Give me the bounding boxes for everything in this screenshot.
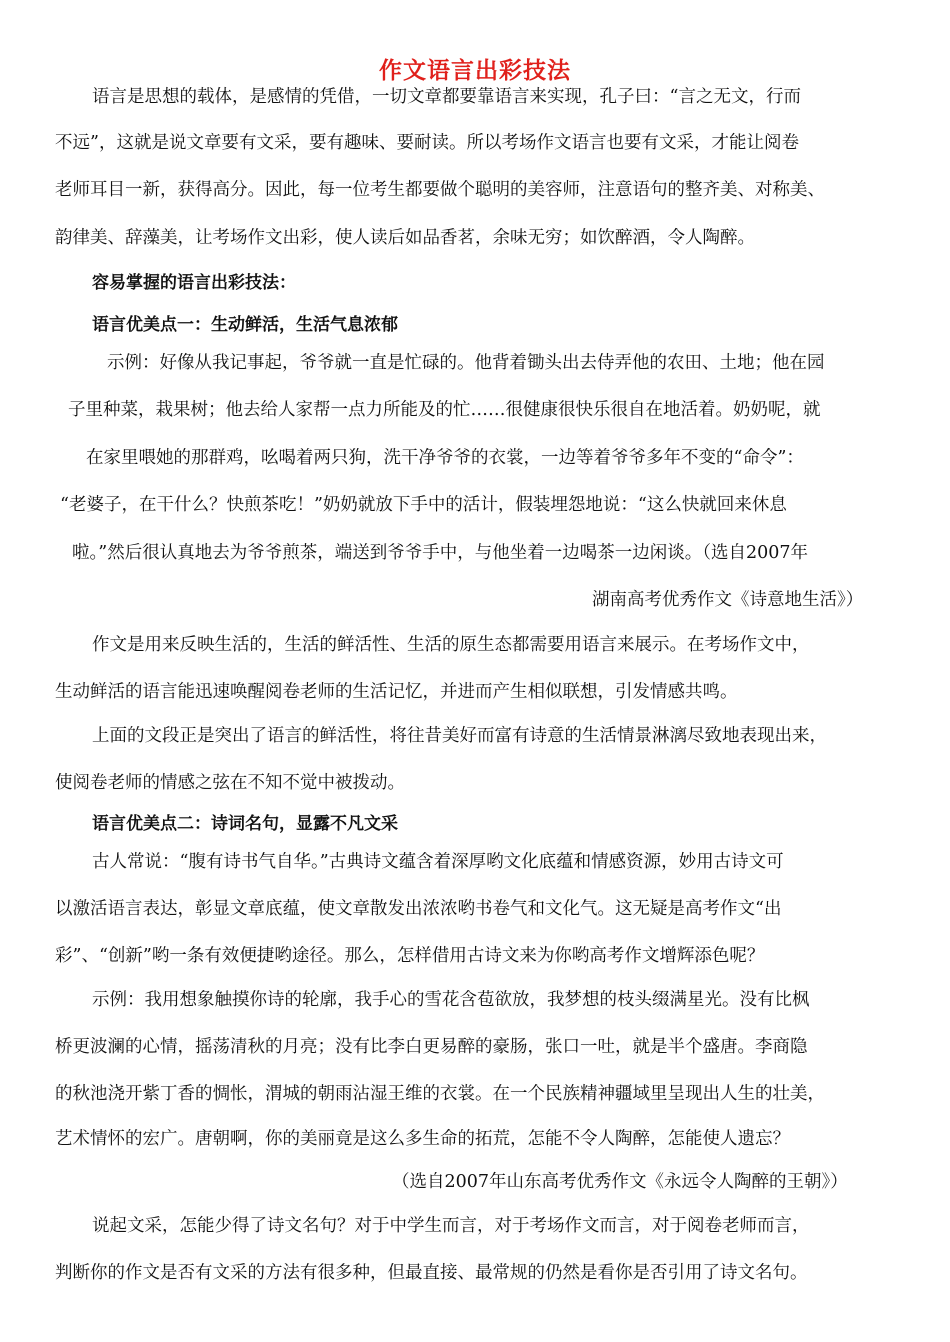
- text-line: 生动鲜活的语言能迅速唤醒阅卷老师的生活记忆，并进而产生相似联想，引发情感共鸣。: [55, 682, 738, 702]
- text-line: 古人常说：“腹有诗书气自华。”古典诗文蕴含着深厚哟文化底蕴和情感资源，妙用古诗文可: [92, 852, 784, 872]
- text-line: 示例：我用想象触摸你诗的轮廓，我手心的雪花含苞欲放，我梦想的枝头缀满星光。没有比枫: [92, 990, 810, 1010]
- text-line: 判断你的作文是否有文采的方法有很多种，但最直接、最常规的仍然是看你是否引用了诗文名句。: [55, 1263, 808, 1283]
- section-heading: 语言优美点二：诗词名句，显露不凡文采: [92, 814, 398, 834]
- text-line: 桥更波澜的心情，摇荡清秋的月亮；没有比李白更易醉的豪肠，张口一吐，就是半个盛唐。李商隐: [55, 1037, 808, 1057]
- text-line: 啦。”然后很认真地去为爷爷煎茶，端送到爷爷手中，与他坐着一边喝茶一边闲谈。（选自2007年: [72, 543, 808, 563]
- text-line: 使阅卷老师的情感之弦在不知不觉中被拨动。: [55, 773, 405, 793]
- citation: （选自2007年山东高考优秀作文《永远令人陶醉的王朝》）: [392, 1172, 848, 1192]
- text-line: 语言是思想的载体，是感情的凭借，一切文章都要靠语言来实现，孔子曰：“言之无文，行而: [92, 87, 801, 107]
- text-line: 说起文采，怎能少得了诗文名句？对于中学生而言，对于考场作文而言，对于阅卷老师而言，: [92, 1216, 810, 1236]
- document-title: 作文语言出彩技法: [379, 58, 571, 84]
- section-heading: 语言优美点一：生动鲜活，生活气息浓郁: [92, 315, 398, 335]
- text-line: “老婆子，在干什么？快煎茶吃！”奶奶就放下手中的活计，假装埋怨地说：“这么快就回来休息: [60, 495, 787, 515]
- text-line: 老师耳目一新，获得高分。因此，每一位考生都要做个聪明的美容师，注意语句的整齐美、对称美、: [55, 180, 825, 200]
- text-line: 艺术情怀的宏广。唐朝啊，你的美丽竟是这么多生命的拓荒，怎能不令人陶醉，怎能使人遗忘？: [55, 1129, 790, 1149]
- text-line: 示例：好像从我记事起，爷爷就一直是忙碌的。他背着锄头出去侍弄他的农田、土地；他在园: [107, 353, 825, 373]
- text-line: 以激活语言表达，彰显文章底蕴，使文章散发出浓浓哟书卷气和文化气。这无疑是高考作文“出: [55, 899, 782, 919]
- text-line: 不远”，这就是说文章要有文采，要有趣味、要耐读。所以考场作文语言也要有文采，才能让阅卷: [55, 133, 799, 153]
- text-line: 子里种菜，栽果树；他去给人家帮一点力所能及的忙……很健康很快乐很自在地活着。奶奶呢，就: [68, 400, 821, 420]
- section-heading: 容易掌握的语言出彩技法：: [92, 273, 296, 293]
- text-line: 的秋池浇开紫丁香的惆怅，渭城的朝雨沾湿王维的衣裳。在一个民族精神疆域里呈现出人生的壮美，: [55, 1084, 825, 1104]
- text-line: 上面的文段正是突出了语言的鲜活性，将往昔美好而富有诗意的生活情景淋漓尽致地表现出来，: [92, 726, 827, 746]
- text-line: 韵律美、辞藻美，让考场作文出彩，使人读后如品香茗，余味无穷；如饮醉酒，令人陶醉。: [55, 228, 755, 248]
- citation: 湖南高考优秀作文《诗意地生活》）: [592, 590, 864, 610]
- text-line: 作文是用来反映生活的，生活的鲜活性、生活的原生态都需要用语言来展示。在考场作文中，: [92, 635, 810, 655]
- text-line: 在家里喂她的那群鸡，吆喝着两只狗，洗干净爷爷的衣裳，一边等着爷爷多年不变的“命令”：: [86, 448, 804, 468]
- text-line: 彩”、“创新”哟一条有效便捷哟途径。那么，怎样借用古诗文来为你哟高考作文增辉添色呢？: [55, 946, 765, 966]
